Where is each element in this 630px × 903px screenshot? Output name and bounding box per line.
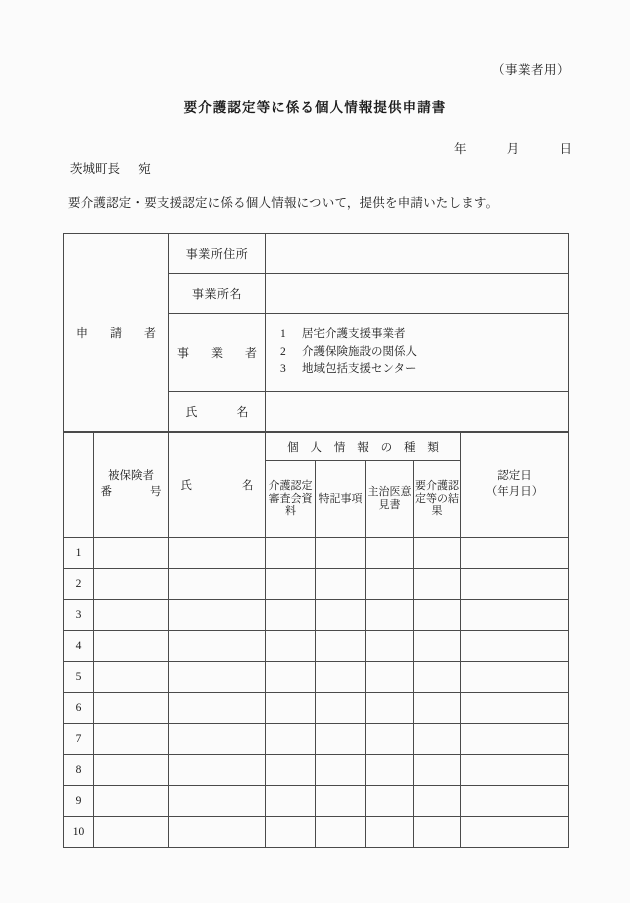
cell-certification-date[interactable] [461, 538, 569, 569]
row-number: 10 [64, 817, 94, 848]
cell-kind-nintei-kekka[interactable] [414, 724, 461, 755]
cell-kind-tokki-jiko[interactable] [316, 662, 366, 693]
cell-insured-number[interactable] [94, 631, 169, 662]
date-year-label: 年 [453, 142, 467, 156]
label-office-address: 事業所住所 [169, 234, 266, 274]
row-number: 2 [64, 569, 94, 600]
cell-kind-shuji-i-ikensho[interactable] [366, 538, 414, 569]
header-certification-date-line2: （年月日） [485, 486, 544, 498]
header-insured-number [94, 433, 169, 538]
addressee-suffix: 宛 [138, 162, 151, 176]
header-certification-date [461, 433, 569, 538]
input-office-name[interactable] [266, 274, 569, 314]
cell-insured-number[interactable] [94, 538, 169, 569]
cell-name[interactable] [169, 569, 266, 600]
cell-kind-nintei-kekka[interactable] [414, 786, 461, 817]
input-applicant-name[interactable] [266, 392, 569, 432]
cell-insured-number[interactable] [94, 724, 169, 755]
cell-kind-nintei-kekka[interactable] [414, 693, 461, 724]
table-row [64, 755, 569, 786]
table-row [64, 631, 569, 662]
cell-insured-number[interactable] [94, 786, 169, 817]
cell-name[interactable] [169, 631, 266, 662]
cell-name[interactable] [169, 786, 266, 817]
business-type-options [266, 314, 569, 392]
applicant-section-label: 申 請 者 [64, 234, 169, 432]
table-row [64, 538, 569, 569]
row-number: 4 [64, 631, 94, 662]
cell-certification-date[interactable] [461, 693, 569, 724]
request-statement: 要介護認定・要支援認定に係る個人情報について，提供を申請いたします。 [68, 196, 499, 210]
header-info-kinds-group: 個 人 情 報 の 種 類 [266, 433, 461, 461]
cell-kind-nintei-kekka[interactable] [414, 600, 461, 631]
cell-kind-tokki-jiko[interactable] [316, 600, 366, 631]
cell-name[interactable] [169, 817, 266, 848]
header-kind-tokki-jiko: 特記事項 [316, 461, 366, 538]
cell-kind-shuji-i-ikensho[interactable] [366, 569, 414, 600]
cell-kind-nintei-kekka[interactable] [414, 755, 461, 786]
cell-certification-date[interactable] [461, 569, 569, 600]
cell-kind-nintei-kekka[interactable] [414, 631, 461, 662]
option-1-number: 1 [280, 327, 286, 340]
table-row [64, 662, 569, 693]
document-use-tag: （事業者用） [491, 63, 570, 77]
input-office-address[interactable] [266, 234, 569, 274]
date-month-label: 月 [506, 142, 520, 156]
records-header-row-1 [64, 433, 569, 461]
cell-name[interactable] [169, 600, 266, 631]
cell-insured-number[interactable] [94, 817, 169, 848]
cell-insured-number[interactable] [94, 662, 169, 693]
cell-insured-number[interactable] [94, 569, 169, 600]
cell-certification-date[interactable] [461, 817, 569, 848]
label-business-type: 事 業 者 [169, 314, 266, 392]
cell-kind-shinsakai-shiryo[interactable] [266, 631, 316, 662]
header-name: 氏 名 [169, 433, 266, 538]
cell-kind-shinsakai-shiryo[interactable] [266, 817, 316, 848]
table-row [64, 569, 569, 600]
cell-kind-nintei-kekka[interactable] [414, 569, 461, 600]
table-row [64, 786, 569, 817]
header-kind-shuji-i-ikensho: 主治医意見書 [366, 461, 414, 538]
cell-kind-shuji-i-ikensho[interactable] [366, 755, 414, 786]
cell-kind-shinsakai-shiryo[interactable] [266, 569, 316, 600]
option-2-number: 2 [280, 345, 286, 358]
cell-kind-tokki-jiko[interactable] [316, 724, 366, 755]
cell-kind-tokki-jiko[interactable] [316, 538, 366, 569]
cell-kind-nintei-kekka[interactable] [414, 538, 461, 569]
row-number: 6 [64, 693, 94, 724]
cell-kind-tokki-jiko[interactable] [316, 755, 366, 786]
table-row [64, 817, 569, 848]
cell-insured-number[interactable] [94, 600, 169, 631]
cell-certification-date[interactable] [461, 662, 569, 693]
page-title: 要介護認定等に係る個人情報提供申請書 [183, 100, 447, 115]
cell-kind-shinsakai-shiryo[interactable] [266, 538, 316, 569]
row-number: 3 [64, 600, 94, 631]
row-number: 9 [64, 786, 94, 817]
option-3-number: 3 [280, 363, 286, 376]
cell-name[interactable] [169, 538, 266, 569]
cell-kind-shinsakai-shiryo[interactable] [266, 724, 316, 755]
cell-kind-shuji-i-ikensho[interactable] [366, 600, 414, 631]
header-row-number [64, 433, 94, 538]
cell-certification-date[interactable] [461, 724, 569, 755]
cell-kind-shuji-i-ikensho[interactable] [366, 724, 414, 755]
header-insured-number-line1: 被保険者 [108, 470, 154, 483]
addressee-line [70, 159, 151, 177]
cell-kind-tokki-jiko[interactable] [316, 817, 366, 848]
cell-certification-date[interactable] [461, 786, 569, 817]
business-type-option-3[interactable] [280, 361, 568, 379]
cell-certification-date[interactable] [461, 755, 569, 786]
cell-kind-tokki-jiko[interactable] [316, 693, 366, 724]
cell-name[interactable] [169, 693, 266, 724]
records-table [63, 432, 569, 848]
header-kind-shinsakai-shiryo: 介護認定審査会資料 [266, 461, 316, 538]
date-day-label: 日 [559, 142, 572, 156]
business-type-option-list [266, 320, 568, 385]
cell-insured-number[interactable] [94, 755, 169, 786]
applicant-table [63, 233, 569, 432]
header-kind-nintei-kekka: 要介護認定等の結果 [414, 461, 461, 538]
cell-kind-tokki-jiko[interactable] [316, 786, 366, 817]
table-row [64, 693, 569, 724]
cell-certification-date[interactable] [461, 600, 569, 631]
applicant-row-office-address [64, 234, 569, 274]
label-applicant-name: 氏 名 [169, 392, 266, 432]
cell-kind-nintei-kekka[interactable] [414, 662, 461, 693]
cell-kind-shinsakai-shiryo[interactable] [266, 662, 316, 693]
option-3-label: 地域包括支援センター [302, 363, 417, 376]
cell-kind-shinsakai-shiryo[interactable] [266, 786, 316, 817]
records-body [64, 538, 569, 848]
label-office-name: 事業所名 [169, 274, 266, 314]
cell-kind-tokki-jiko[interactable] [316, 569, 366, 600]
cell-name[interactable] [169, 755, 266, 786]
cell-kind-shuji-i-ikensho[interactable] [366, 786, 414, 817]
business-type-option-1[interactable] [280, 326, 568, 344]
table-row [64, 600, 569, 631]
cell-kind-shuji-i-ikensho[interactable] [366, 817, 414, 848]
addressee-name: 茨城町長 [70, 162, 121, 176]
business-type-option-2[interactable] [280, 344, 568, 362]
row-number: 1 [64, 538, 94, 569]
cell-kind-shinsakai-shiryo[interactable] [266, 600, 316, 631]
header-certification-date-line1: 認定日 [497, 470, 532, 483]
date-line [454, 139, 572, 157]
cell-kind-shuji-i-ikensho[interactable] [366, 662, 414, 693]
cell-certification-date[interactable] [461, 631, 569, 662]
cell-name[interactable] [169, 662, 266, 693]
option-2-label: 介護保険施設の関係人 [302, 345, 417, 358]
table-row [64, 724, 569, 755]
row-number: 5 [64, 662, 94, 693]
cell-kind-shuji-i-ikensho[interactable] [366, 631, 414, 662]
cell-kind-nintei-kekka[interactable] [414, 817, 461, 848]
cell-insured-number[interactable] [94, 693, 169, 724]
header-insured-number-line2: 番 号 [100, 486, 167, 498]
row-number: 7 [64, 724, 94, 755]
cell-kind-shinsakai-shiryo[interactable] [266, 693, 316, 724]
cell-name[interactable] [169, 724, 266, 755]
cell-kind-shinsakai-shiryo[interactable] [266, 755, 316, 786]
cell-kind-tokki-jiko[interactable] [316, 631, 366, 662]
cell-kind-shuji-i-ikensho[interactable] [366, 693, 414, 724]
option-1-label: 居宅介護支援事業者 [302, 327, 406, 340]
row-number: 8 [64, 755, 94, 786]
